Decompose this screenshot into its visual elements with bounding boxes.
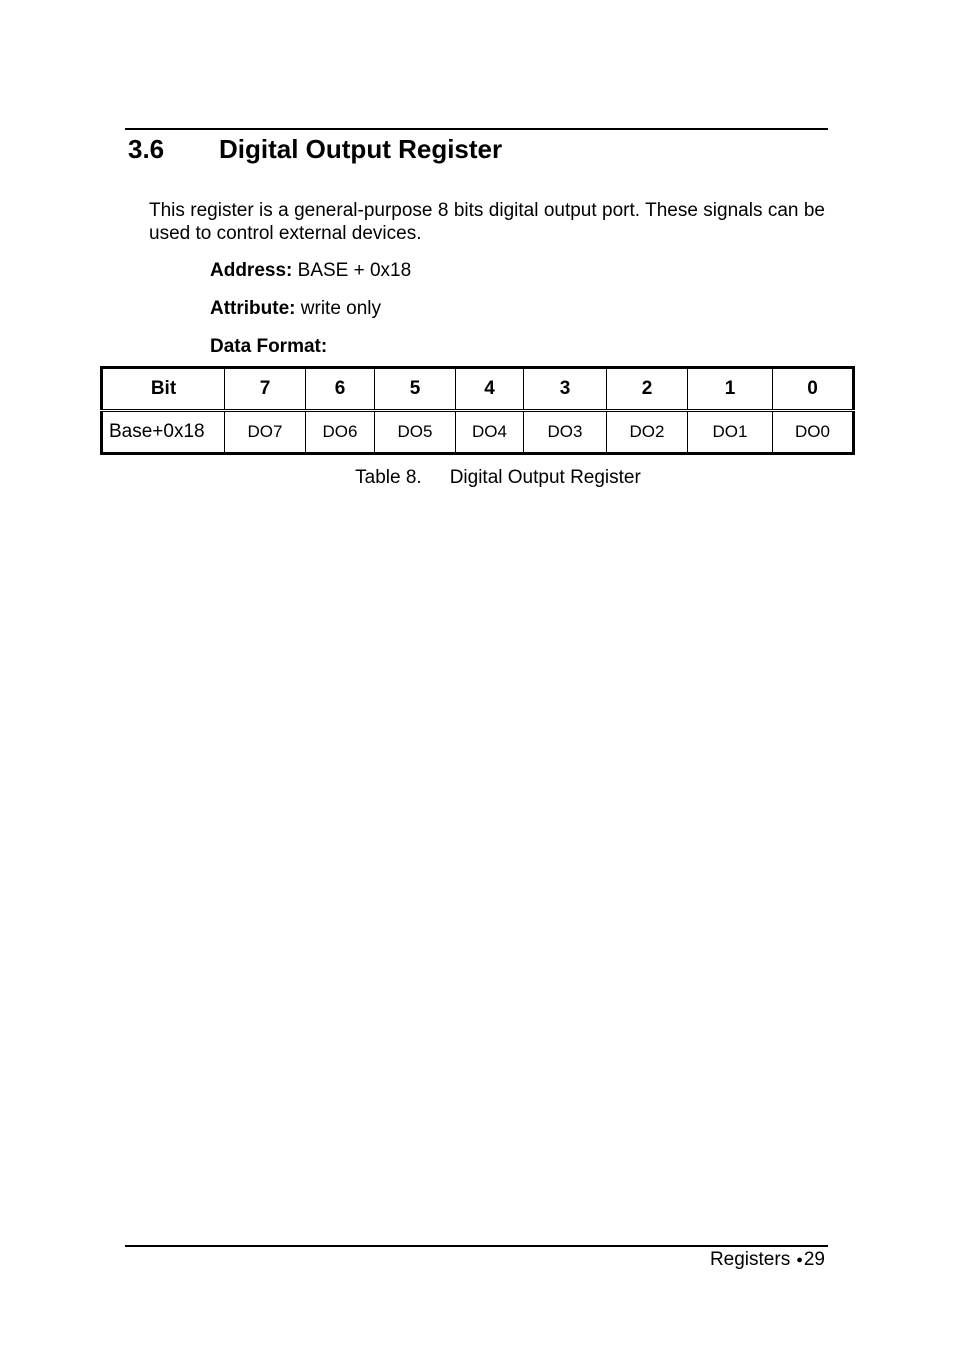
table-header-row [102,368,854,411]
table-cell: DO1 [688,411,773,454]
footer-label: Registers [709,1249,791,1270]
attribute-line [210,297,381,321]
table-cell: DO4 [456,411,524,454]
header-cell: 1 [688,368,773,411]
table-cell: DO3 [524,411,607,454]
header-cell: 5 [375,368,456,411]
attribute-value: write only [300,298,382,319]
address-line [210,259,411,283]
page-number: 29 [803,1249,825,1270]
caption-number: Table 8. [355,467,422,488]
table-row [102,411,854,454]
header-cell: 4 [456,368,524,411]
header-cell: 7 [225,368,306,411]
data-format-line [210,335,327,359]
intro-paragraph: This register is a general-purpose 8 bits digital output port. These signals can be used to control external devices. [149,200,825,244]
footer-rule [125,1245,828,1247]
caption-text: Digital Output Register [449,467,641,488]
row-label-cell: Base+0x18 [102,411,225,454]
address-label: Address: [210,260,293,281]
header-cell: 2 [607,368,688,411]
data-format-label: Data Format: [210,336,328,357]
table-cell: DO0 [773,411,854,454]
table-caption [0,466,954,490]
header-cell: 6 [306,368,375,411]
table-cell: DO7 [225,411,306,454]
attribute-label: Attribute: [210,298,296,319]
table-cell: DO5 [375,411,456,454]
address-value: BASE + 0x18 [297,260,412,281]
register-table [100,366,855,455]
header-cell: 3 [524,368,607,411]
section-heading [128,133,502,165]
bullet-icon: ● [796,1254,803,1266]
table-cell: DO6 [306,411,375,454]
header-cell-bit: Bit [102,368,225,411]
table-cell: DO2 [607,411,688,454]
header-rule [125,128,828,130]
page-footer [710,1248,825,1272]
section-number: 3.6 [128,134,165,164]
section-title: Digital Output Register [219,134,503,164]
header-cell: 0 [773,368,854,411]
